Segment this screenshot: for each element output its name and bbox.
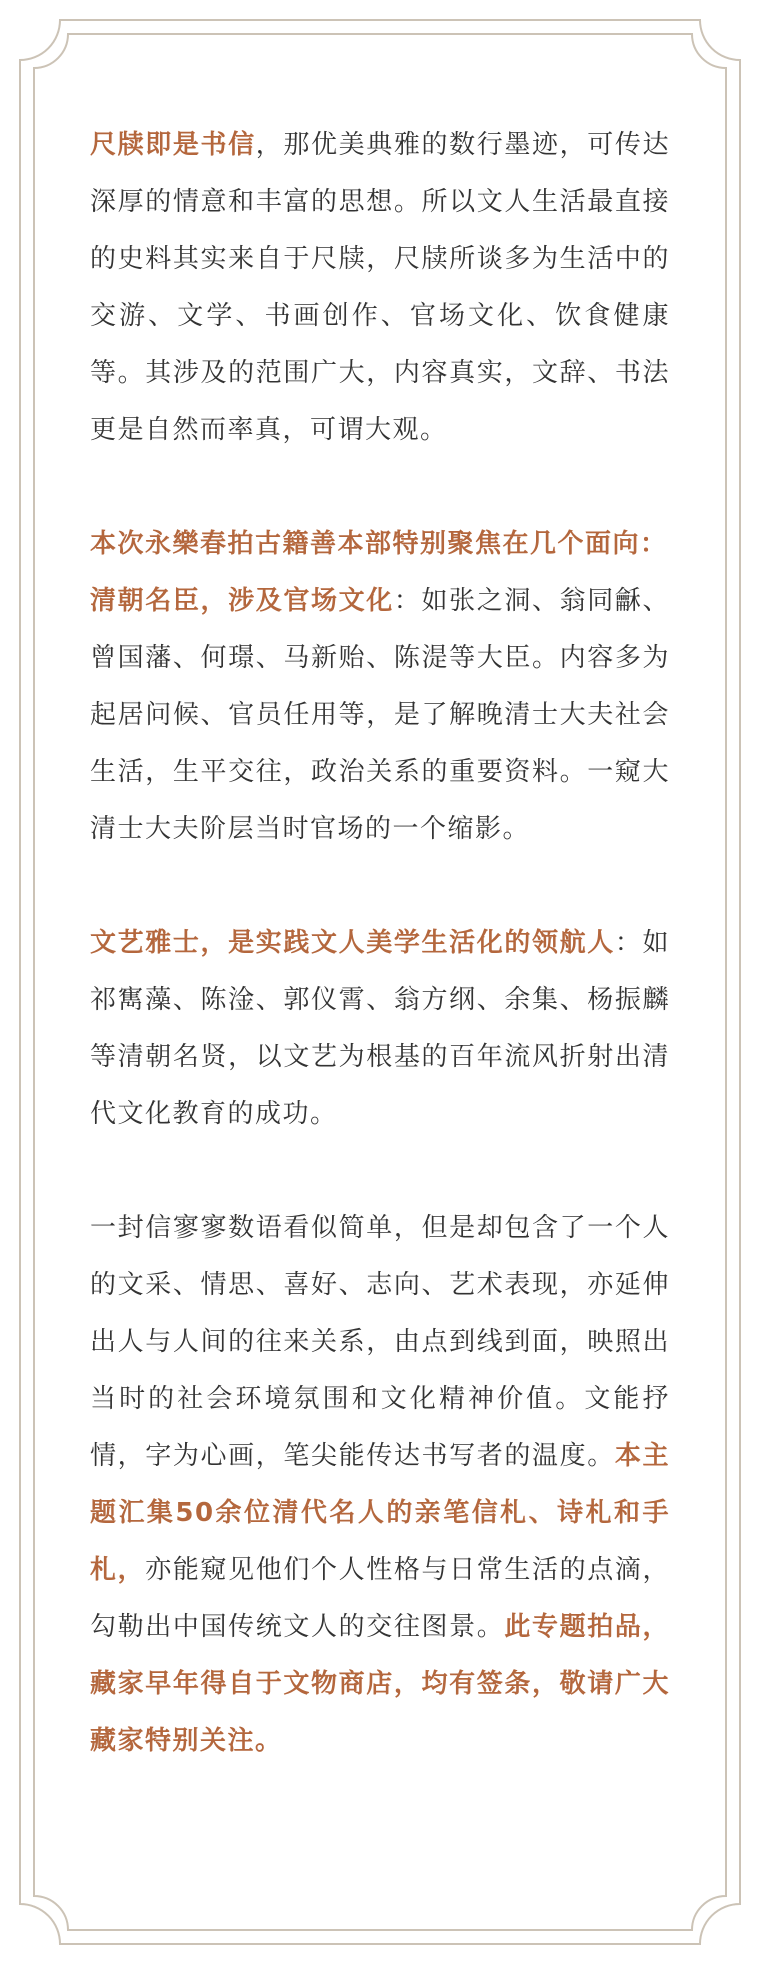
literati-lead: 文艺雅士，是实践文人美学生活化的领航人 — [90, 928, 615, 958]
article-body — [90, 117, 670, 1770]
paragraph-officials — [90, 573, 670, 858]
intro-lead: 尺牍即是书信 — [90, 130, 256, 160]
officials-text: ：如张之洞、翁同龢、曾国藩、何璟、马新贻、陈湜等大臣。内容多为起居问候、官员任用等，是了解晚清士大夫社会生活，生平交往，政治关系的重要资料。一窥大清士大夫阶层当时官场的一个缩影。 — [90, 586, 670, 844]
paragraph-literati — [90, 915, 670, 1143]
focus-heading: 本次永樂春拍古籍善本部特别聚焦在几个面向： — [90, 529, 668, 559]
paragraph-spacer — [90, 858, 670, 915]
closing-highlight-2: 此专题拍品，藏家早年得自于文物商店，均有签条，敬请广大藏家特别关注。 — [90, 1612, 670, 1756]
closing-text-1: 一封信寥寥数语看似简单，但是却包含了一个人的文采、情思、喜好、志向、艺术表现，亦延伸出人与人间的往来关系，由点到线到面，映照出当时的社会环境氛围和文化精神价值。文能抒情，字为心画，笔尖能传达书写者的温度。 — [90, 1213, 670, 1471]
closing-text-2: 亦能窥见他们个人性格与日常生活的点滴，勾勒出中国传统文人的交往图景。 — [90, 1555, 670, 1642]
paragraph-intro — [90, 117, 670, 459]
literati-text: ：如祁寯藻、陈淦、郭仪霄、翁方纲、余集、杨振麟等清朝名贤，以文艺为根基的百年流风折射出清代文化教育的成功。 — [90, 928, 670, 1129]
paragraph-spacer — [90, 1143, 670, 1200]
closing-highlight-1: 本主题汇集50余位清代名人的亲笔信札、诗札和手札， — [90, 1441, 670, 1585]
intro-text: ，那优美典雅的数行墨迹，可传达深厚的情意和丰富的思想。所以文人生活最直接的史料其实来自于尺牍，尺牍所谈多为生活中的交游、文学、书画创作、官场文化、饮食健康等。其涉及的范围广大，内容真实，文辞、书法更是自然而率真，可谓大观。 — [90, 130, 670, 445]
paragraph-closing — [90, 1200, 670, 1770]
paragraph-spacer — [90, 459, 670, 516]
paragraph-focus-heading — [90, 516, 670, 573]
officials-lead: 清朝名臣，涉及官场文化 — [90, 586, 394, 616]
